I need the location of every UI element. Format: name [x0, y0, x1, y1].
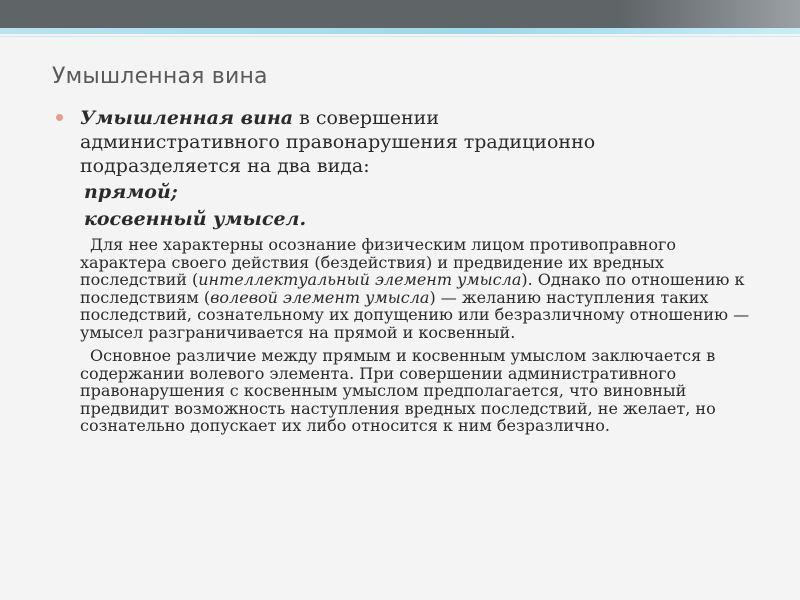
slide-content: [56, 106, 756, 435]
top-band-highlight: [620, 0, 800, 28]
kind-direct: прямой;: [84, 181, 178, 203]
lead-line2: административного правонарушения традиционно: [80, 131, 596, 153]
lead-line3: подразделяется на два вида:: [80, 155, 370, 177]
bullet-item: [56, 106, 756, 435]
para1-intellectual-element: интеллектуальный элемент умысла: [198, 270, 522, 289]
kind-indirect: косвенный умысел.: [84, 208, 307, 230]
bullet-dot-icon: [56, 114, 63, 121]
para1-part2: ). Однако по отношению к последствиям (: [80, 270, 745, 307]
slide-title: Умышленная вина: [52, 64, 268, 89]
para1-volitional-element: волевой элемент умысла: [210, 287, 430, 307]
lead-line1-rest: в совершении: [293, 107, 439, 129]
para1-part1: Для нее характерны осознание физическим лицом противоправного характера своего действия (бездействия) и предвидение их вредных последствий (: [80, 235, 676, 289]
paragraph-characteristics: [80, 236, 756, 341]
accent-thin-line: [0, 36, 800, 37]
paragraph-difference: Основное различие между прямым и косвенным умыслом заключается в содержании волевого элемента. При совершении административного правонарушения с косвенным умыслом предполагается, что виновный предвидит возможность наступления вредных последствий, не желает, но сознательно допускает их либо относится к ним безразлично.: [80, 346, 716, 435]
para1-part3: ) — желанию наступления таких последствий, сознательному их допущению или безразличному отношению — умысел разграничивается на прямой и косвенный.: [80, 287, 750, 342]
bullet-lead-text: [80, 106, 756, 178]
lead-term: Умышленная вина: [80, 107, 294, 129]
accent-stripe: [0, 28, 800, 34]
